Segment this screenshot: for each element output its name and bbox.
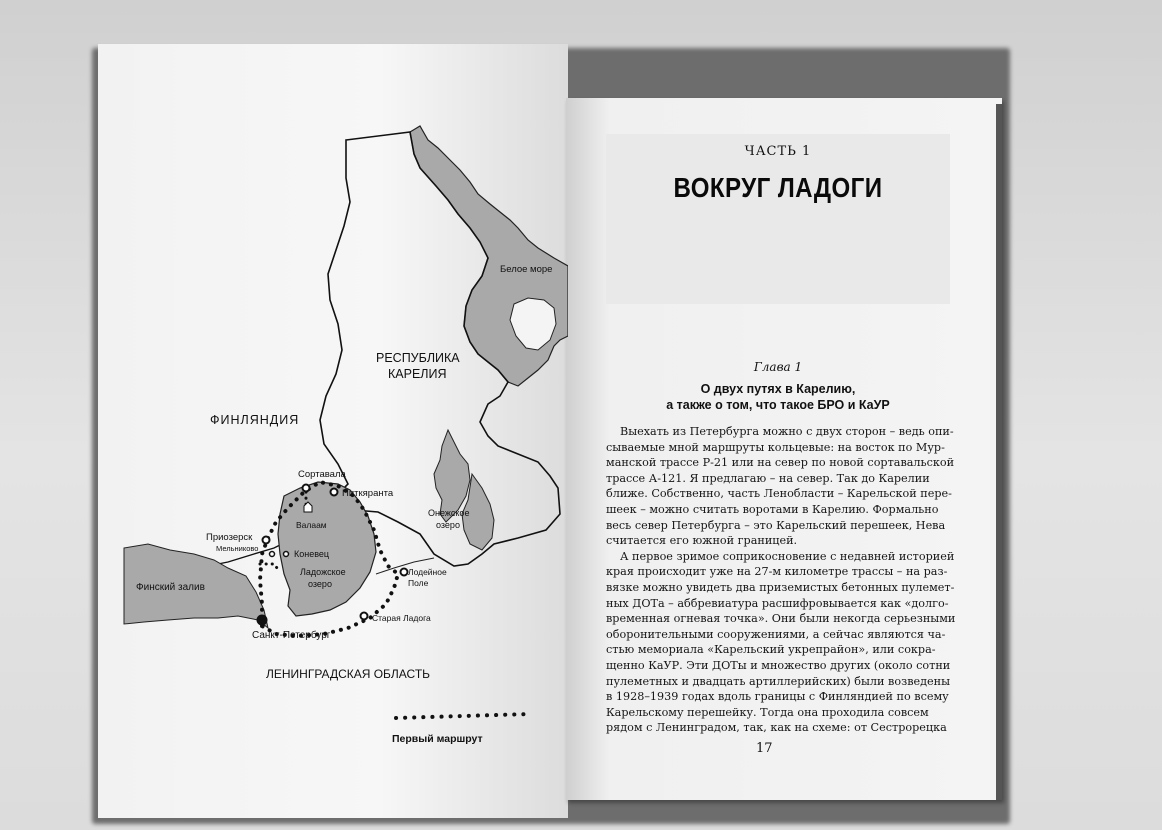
finland-label: ФИНЛЯНДИЯ: [210, 413, 300, 427]
title-box: [606, 134, 950, 304]
body-line: Выехать из Петербурга можно с двух сторон – ведь опи-: [620, 425, 954, 438]
white-sea-region: [410, 126, 568, 386]
chapter-label: Глава 1: [753, 360, 803, 374]
melnikovo-route: [260, 564, 280, 572]
gulf-label: Финский залив: [136, 582, 205, 593]
body-line: А первое зримое соприкосновение с недавней историей: [620, 549, 955, 563]
chapter-title: [606, 381, 950, 413]
spb-label: Санкт-Петербург: [252, 630, 331, 641]
body-line: временная огневая точка». Они были некогда серьезными: [606, 612, 956, 626]
book-edge: [996, 104, 1002, 800]
onega-label-1: Онежское: [428, 508, 470, 518]
body-line: в 1928–1939 годах вдоль границы с Финляндией по всему: [606, 690, 949, 704]
route-map: [98, 44, 568, 818]
body-line: ных ДОТа – аббревиатура расшифровывается как «долго-: [606, 596, 949, 610]
body-line: оборонительными сооружениями, а сейчас являются ча-: [606, 627, 946, 641]
konevets-marker: [284, 552, 289, 557]
chapter-title-line-2: а также о том, что такое БРО и КаУР: [666, 398, 890, 412]
white-sea-label: Белое море: [500, 264, 553, 275]
ladoga-label-2: озеро: [308, 579, 332, 589]
body-line: ближе. Собственно, часть Ленобласти – Карельской пере-: [606, 487, 952, 501]
legend-route-label: Первый маршрут: [392, 733, 483, 745]
pitkyaranta-marker: [331, 489, 338, 496]
body-line: трассе А-121. Я предлагаю – на север. Так до Карелии: [606, 471, 930, 485]
body-line: Карельскому перешейку. Тогда она проходила совсем: [606, 705, 929, 719]
karelia-label-2: КАРЕЛИЯ: [388, 367, 447, 381]
pitkyaranta-label: Питкяранта: [342, 488, 394, 499]
body-line: края происходит уже на 27-м километре трассы – на раз-: [606, 565, 948, 579]
body-line: рядом с Ленинградом, так, как на схеме: от Сестрорецка: [606, 721, 947, 735]
spb-marker: [257, 615, 268, 626]
body-line: весь север Петербурга – это Карельский перешеек, Нева: [606, 518, 946, 532]
ladoga-label-1: Ладожское: [300, 567, 346, 577]
priozersk-label: Приозерск: [206, 532, 253, 543]
chapter-title-line-1: О двух путях в Карелию,: [700, 382, 856, 396]
onega-label-2: озеро: [436, 520, 460, 530]
staraya-ladoga-label: Старая Ладога: [372, 613, 431, 623]
body-line: манской трассе Р-21 или на север по новой сортавальской: [606, 456, 955, 470]
body-line: сываемые мной маршруты кольцевые: на восток по Мур-: [606, 440, 945, 454]
sortavala-marker: [303, 485, 310, 492]
body-line: считается его южной границей.: [606, 534, 798, 548]
body-line: шеек – можно считать воротами в Карелию. Формально: [606, 502, 939, 516]
priozersk-marker: [263, 537, 270, 544]
legend-route-sample: [396, 714, 530, 718]
leningrad-oblast-label: ЛЕНИНГРАДСКАЯ ОБЛАСТЬ: [266, 667, 431, 681]
part-title: ВОКРУГ ЛАДОГИ: [673, 172, 883, 203]
melnikovo-label: Мельниково: [216, 544, 259, 553]
lodeynoe-marker: [401, 569, 408, 576]
valaam-label: Валаам: [296, 520, 327, 530]
lodeynoe-label-2: Поле: [408, 578, 429, 588]
konevets-label: Коневец: [294, 549, 330, 559]
body-line: стью мемориала «Карельский укрепрайон», или сокра-: [606, 643, 936, 657]
sortavala-label: Сортавала: [298, 469, 346, 480]
onega-lake: [434, 430, 494, 550]
lodeynoe-label-1: Лодейное: [408, 567, 447, 577]
body-line: пулеметных и двадцать артиллерийских) были возведены: [606, 674, 950, 688]
page-number: 17: [756, 741, 773, 756]
body-text: [606, 424, 956, 736]
body-line: щенно КаУР. Эти ДОТы и множество других (около сотни: [606, 658, 951, 672]
body-line: вязке можно увидеть два приземистых бетонных пулемет-: [606, 580, 955, 594]
melnikovo-marker: [270, 552, 275, 557]
part-label: ЧАСТЬ 1: [744, 144, 812, 159]
karelia-label-1: РЕСПУБЛИКА: [376, 351, 460, 365]
staraya-ladoga-marker: [361, 613, 368, 620]
